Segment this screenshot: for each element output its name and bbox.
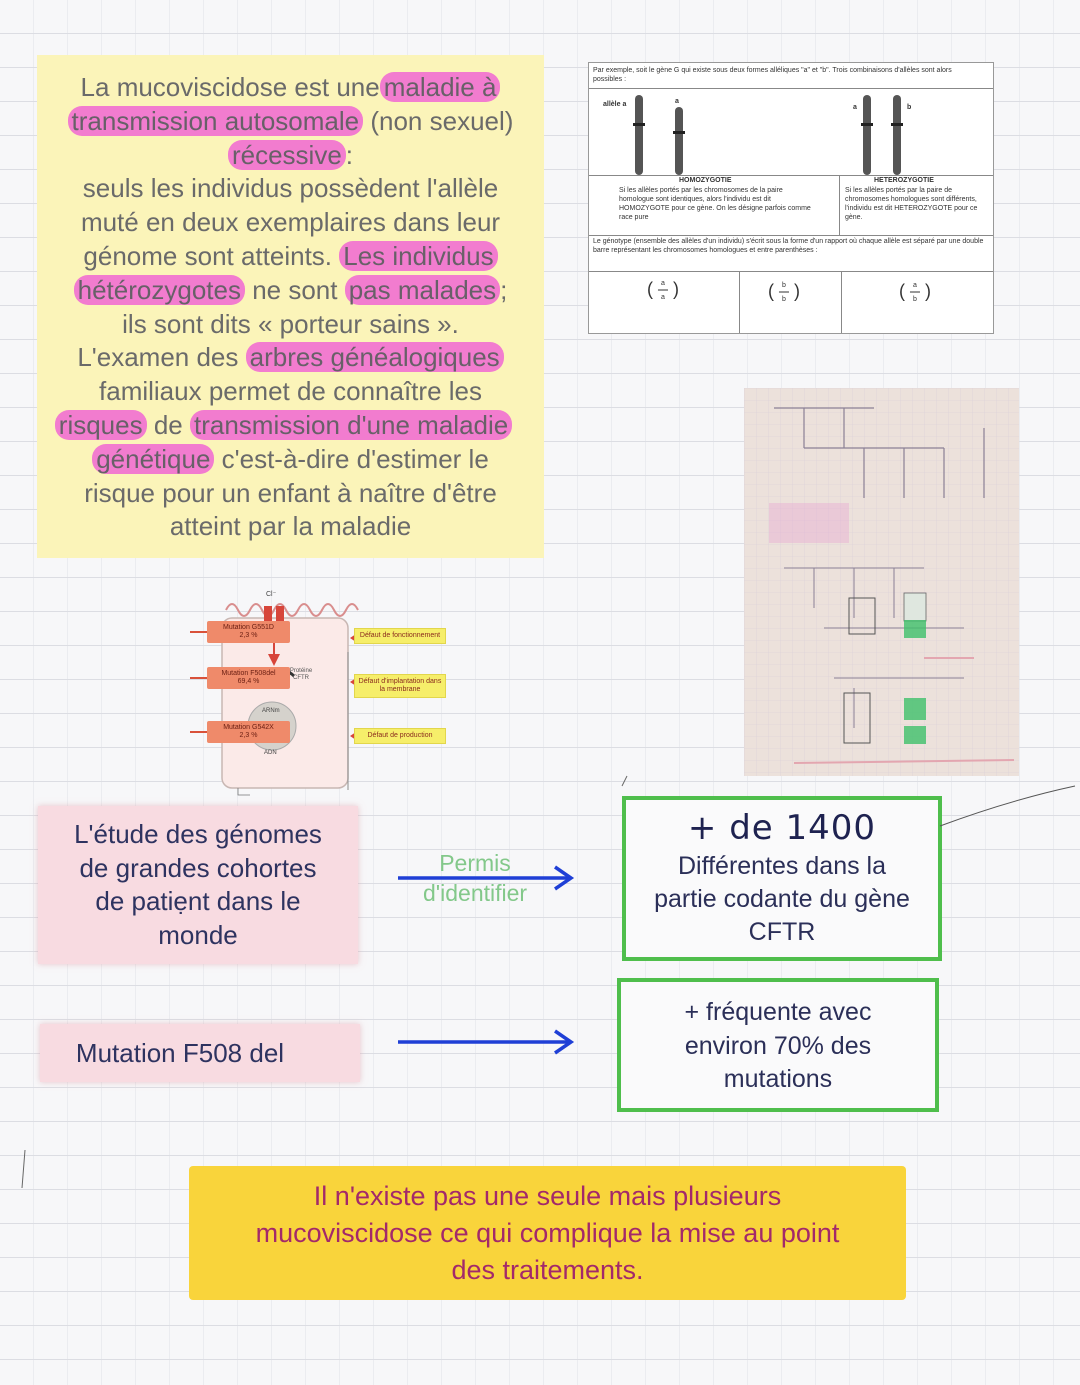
highlight-risques: risques [55,410,147,440]
pedigree-photo [744,388,1019,776]
mutation-frequency-box [617,978,939,1112]
heterozygotie-text: Si les allèles portés par la paire de chromosomes homologues sont différents, l'individu est dit HETEROZYGOTE pour ce gène. [845,187,978,221]
mutation-g551d-label: Mutation G551D 2,3 % [207,621,290,643]
arnm-label: ARNm [262,708,280,714]
study-line-1: L'étude des génomes [74,819,322,849]
study-line-4: monde [158,919,238,950]
mutation-f508del-label: Mutation F508del 69,4 % [207,667,290,689]
arrow-right-icon [395,864,580,894]
pedigree-sketch [744,388,1019,776]
highlight-les-individus: Les individus [339,241,497,271]
intro-line-5: muté en deux exemplaires dans leur [80,207,501,238]
defect-function-label: Défaut de fonctionnement [354,628,446,644]
intro-line-1: La mucoviscidose est une maladie à [47,71,534,105]
genedoc-divider [589,88,993,89]
allele-a-left: a [675,98,679,105]
chromosome-icon [635,95,643,175]
highlight-genetique: génétique [92,444,214,474]
chromosome-icon [863,95,871,175]
conclusion-box [189,1166,906,1300]
mutation-count-box [622,796,942,961]
defect-membrane-label: Défaut d'implantation dans la membrane [354,674,446,698]
highlight-maladie: maladie à [380,72,501,102]
homozygotie-text: Si les allèles portés par les chromosomes de la paire homologue sont identiques, alors l'individu est dit HOMOZYGOTE pour ce gène. On les désigne parfois comme race pure [619,187,811,221]
homozygotie-title: HOMOZYGOTIE [679,177,732,184]
count-line-3: CFTR [748,918,816,946]
intro-line-8: ils sont dits « porteur sains ». [122,308,459,339]
chromosome-icon [893,95,901,175]
chromosome-icon [675,107,683,175]
genedoc-intro: Par exemple, soit le gène G qui existe sous deux formes alléliques "a" et "b". Trois combinaisons d'allèles sont alors possibles : [593,67,952,83]
genedoc-divider [589,271,993,272]
intro-line-6: génome sont atteints. Les individus [47,240,534,274]
highlight-heterozygotes: hétérozygotes [74,275,245,305]
genedoc-divider [739,271,740,333]
allele-label: allèle a [603,101,627,108]
intro-line-9: L'examen des arbres généalogiques [47,341,534,375]
conclusion-line-2: mucoviscidose ce qui complique la mise au point [255,1218,840,1248]
highlight-recessive: récessive [228,140,346,170]
cftr-cell-diagram [100,590,460,820]
count-line-1: Différentes dans la [678,852,886,880]
study-line-2: de grandes cohortes [79,852,317,883]
heterozygotie-title: HETEROZYGOTIE [874,177,934,184]
genotype-aa: ( a ══ a ) [647,279,679,301]
allele-b: b [907,104,912,111]
highlight-transmission-autosomale: transmission autosomale [68,106,364,136]
conclusion-line-1: Il n'existe pas une seule mais plusieurs [313,1181,782,1211]
intro-line-11: risques de transmission d'une maladie [33,409,534,443]
allele-a-right: a [853,104,857,111]
genotype-document [588,62,994,334]
adn-label: ADN [264,750,277,756]
intro-line-13: risque pour un enfant à naître d'être [84,477,497,508]
study-line-3: de patiẹnt dans le [95,886,301,916]
genedoc-divider [589,235,993,236]
mutation-f508-label: Mutation F508 del [75,1038,285,1068]
intro-line-2: transmission autosomale (non sexuel) [47,105,534,139]
intro-line-4: seuls les individus possèdent l'allèle [82,173,499,204]
conclusion-line-3: des traitements. [451,1255,644,1285]
genome-study-box [38,806,358,964]
freq-line-2: environ 70% des [684,1031,872,1060]
intro-line-12: génétique c'est-à-dire d'estimer le [47,443,534,477]
genedoc-divider [841,271,842,333]
count-line-2: partie codante du gène [654,885,910,913]
mutation-f508-box [40,1024,360,1082]
intro-line-10: familiaux permet de connaître les [99,376,482,407]
arrow-right-icon [395,1028,580,1058]
highlight-arbres-genealogiques: arbres généalogiques [246,342,504,372]
genotype-text: Le génotype (ensemble des allèles d'un individu) s'écrit sous la forme d'un rapport où chaque allèle est séparé par une double barre représentant les chromosomes homologues et entre parenthèses : [593,238,984,254]
mutation-count-handwritten: + de 1400 [687,808,877,848]
intro-line-3: récessive : [47,139,534,173]
highlight-transmission-maladie: transmission d'une maladie [190,410,512,440]
chloride-label: Cl⁻ [266,591,277,598]
protein-cftr-label: Protéine CFTR [289,668,313,681]
defect-production-label: Défaut de production [354,728,446,744]
genotype-ab: ( a ══ b ) [899,281,931,303]
genedoc-divider [839,175,840,235]
arrow-label: Permis d'identifier [422,850,528,906]
intro-note [37,55,544,558]
intro-line-14: atteint par la maladie [169,511,412,542]
freq-line-3: mutations [723,1065,833,1093]
highlight-pas-malades: pas malades [345,275,500,305]
freq-line-1: + fréquente avec [684,998,872,1026]
genotype-bb: ( b ══ b ) [768,281,800,303]
mutation-g542x-label: Mutation G542X 2,3 % [207,721,290,743]
intro-line-7: hétérozygotes ne sont pas malades ; [47,274,534,308]
